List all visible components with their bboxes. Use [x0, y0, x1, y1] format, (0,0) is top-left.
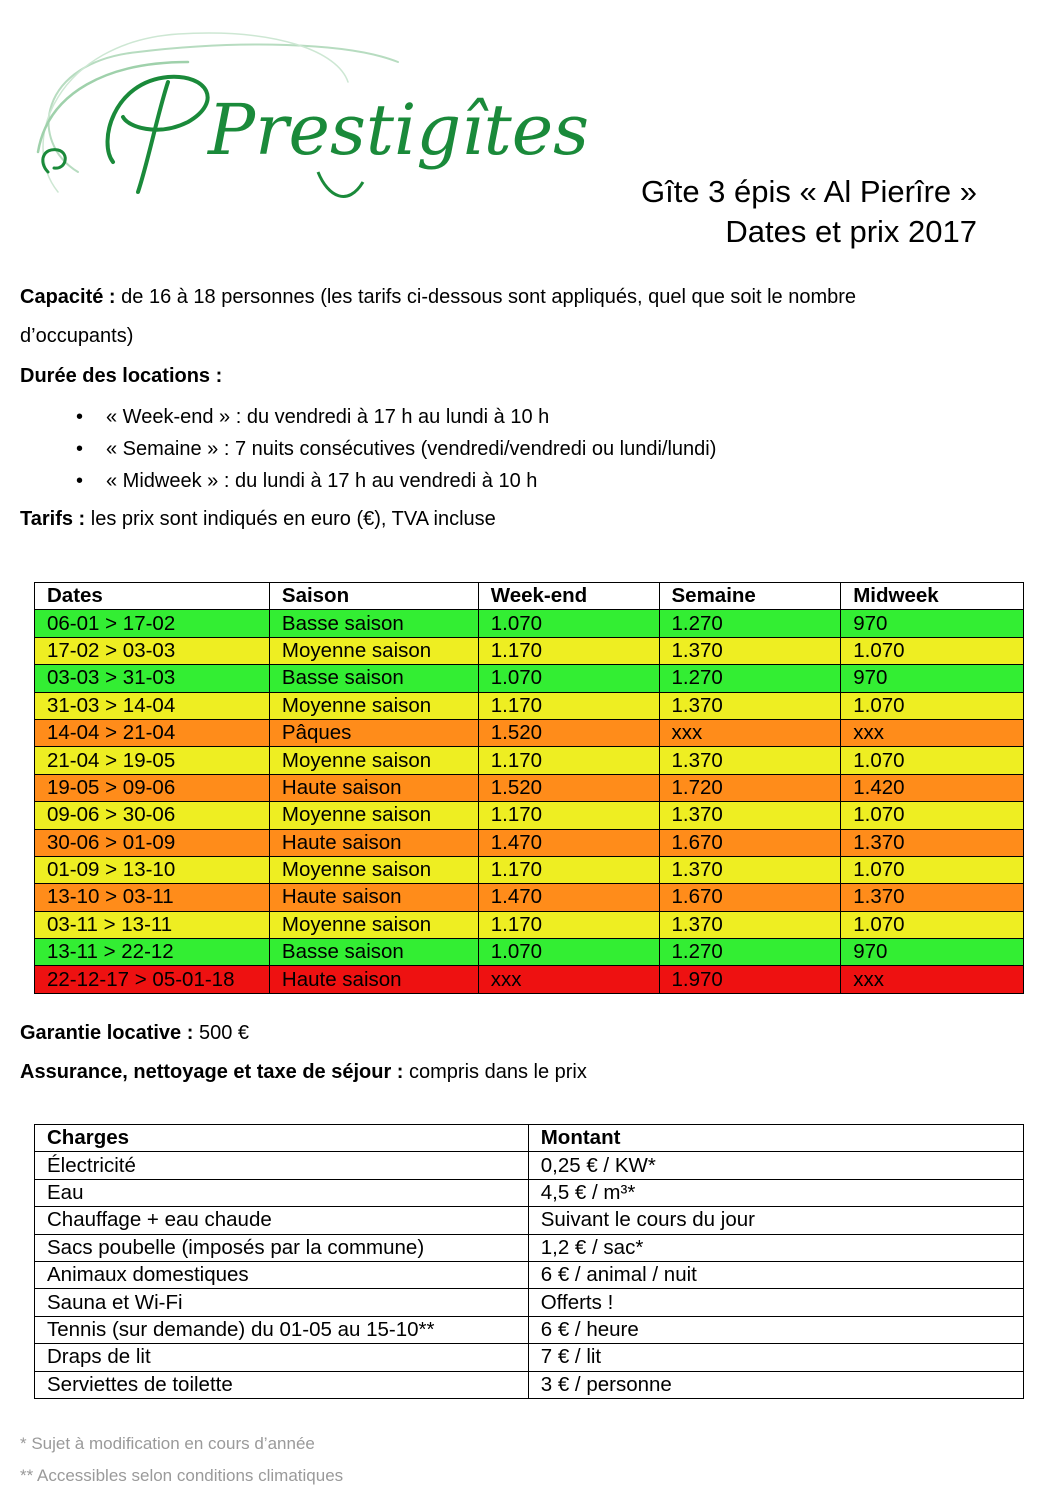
bullet-icon: •: [76, 406, 84, 428]
capacite-label: Capacité :: [20, 286, 116, 308]
saison-cell: Haute saison: [269, 966, 478, 993]
table-row: [35, 665, 1024, 692]
charge-amount-cell: 0,25 € / KW*: [528, 1152, 1023, 1179]
assurance-text: compris dans le prix: [403, 1061, 587, 1083]
weekend-cell: 1.170: [478, 911, 659, 938]
charge-name-cell: Sauna et Wi-Fi: [35, 1289, 529, 1316]
list-item: • « Semaine » : 7 nuits consécutives (vendredi/vendredi ou lundi/lundi): [82, 435, 716, 467]
table-row: [35, 1371, 1024, 1398]
weekend-cell: xxx: [478, 966, 659, 993]
prestigites-logo: [18, 22, 590, 212]
bullet-icon: •: [76, 438, 84, 460]
table-row: [35, 829, 1024, 856]
midweek-cell: xxx: [841, 966, 1024, 993]
semaine-cell: 1.370: [659, 856, 841, 883]
semaine-cell: 1.370: [659, 637, 841, 664]
charge-name-cell: Draps de lit: [35, 1344, 529, 1371]
table-row: [35, 911, 1024, 938]
assurance-paragraph: [20, 1061, 587, 1084]
saison-cell: Moyenne saison: [269, 911, 478, 938]
charge-name-cell: Serviettes de toilette: [35, 1371, 529, 1398]
charge-name-cell: Tennis (sur demande) du 01-05 au 15-10**: [35, 1316, 529, 1343]
saison-cell: Basse saison: [269, 939, 478, 966]
header-saison: Saison: [269, 583, 478, 610]
header-dates: Dates: [35, 583, 270, 610]
duree-label: Durée des locations :: [20, 365, 223, 387]
midweek-cell: 1.370: [841, 829, 1024, 856]
header-charges: Charges: [35, 1125, 529, 1152]
header-weekend: Week-end: [478, 583, 659, 610]
semaine-cell: 1.970: [659, 966, 841, 993]
tarifs-paragraph: [20, 508, 496, 531]
capacite-paragraph: [20, 286, 856, 309]
semaine-cell: 1.370: [659, 692, 841, 719]
table-row: [35, 1261, 1024, 1288]
charge-name-cell: Sacs poubelle (imposés par la commune): [35, 1234, 529, 1261]
header-semaine: Semaine: [659, 583, 841, 610]
table-row: [35, 939, 1024, 966]
table-row: [35, 747, 1024, 774]
tarifs-label: Tarifs :: [20, 508, 86, 530]
duree-list: [76, 403, 717, 499]
semaine-cell: 1.370: [659, 802, 841, 829]
saison-cell: Moyenne saison: [269, 802, 478, 829]
dates-cell: 01-09 > 13-10: [35, 856, 270, 883]
table-row: [35, 802, 1024, 829]
charge-name-cell: Chauffage + eau chaude: [35, 1207, 529, 1234]
dates-cell: 03-03 > 31-03: [35, 665, 270, 692]
charges-table: [34, 1124, 1024, 1399]
midweek-cell: 1.420: [841, 774, 1024, 801]
list-item: • « Midweek » : du lundi à 17 h au vendredi à 10 h: [82, 467, 716, 499]
table-row: [35, 884, 1024, 911]
weekend-cell: 1.170: [478, 802, 659, 829]
charge-amount-cell: 4,5 € / m³*: [528, 1179, 1023, 1206]
table-row: [35, 1234, 1024, 1261]
table-row: [35, 1179, 1024, 1206]
document-title: [641, 172, 977, 252]
midweek-cell: 1.070: [841, 637, 1024, 664]
charge-amount-cell: 6 € / heure: [528, 1316, 1023, 1343]
saison-cell: Moyenne saison: [269, 747, 478, 774]
dates-cell: 21-04 > 19-05: [35, 747, 270, 774]
saison-cell: Moyenne saison: [269, 692, 478, 719]
dates-cell: 30-06 > 01-09: [35, 829, 270, 856]
dates-cell: 09-06 > 30-06: [35, 802, 270, 829]
charge-amount-cell: 1,2 € / sac*: [528, 1234, 1023, 1261]
garantie-label: Garantie locative :: [20, 1022, 194, 1044]
weekend-cell: 1.170: [478, 692, 659, 719]
table-row: [35, 1207, 1024, 1234]
garantie-text: 500 €: [193, 1022, 250, 1044]
tarifs-text: les prix sont indiqués en euro (€), TVA incluse: [85, 508, 496, 530]
charge-amount-cell: 3 € / personne: [528, 1371, 1023, 1398]
table-row: [35, 966, 1024, 993]
saison-cell: Haute saison: [269, 774, 478, 801]
charge-amount-cell: Suivant le cours du jour: [528, 1207, 1023, 1234]
dates-cell: 19-05 > 09-06: [35, 774, 270, 801]
saison-cell: Basse saison: [269, 610, 478, 637]
dates-cell: 03-11 > 13-11: [35, 911, 270, 938]
midweek-cell: 1.070: [841, 802, 1024, 829]
table-row: [35, 774, 1024, 801]
saison-cell: Moyenne saison: [269, 637, 478, 664]
title-line-2: Dates et prix 2017: [725, 214, 977, 249]
charge-name-cell: Animaux domestiques: [35, 1261, 529, 1288]
table-row: [35, 1316, 1024, 1343]
title-line-1: Gîte 3 épis « Al Pierîre »: [640, 174, 977, 209]
semaine-cell: 1.370: [659, 911, 841, 938]
semaine-cell: 1.670: [659, 884, 841, 911]
weekend-cell: 1.470: [478, 829, 659, 856]
list-item: • « Week-end » : du vendredi à 17 h au lundi à 10 h: [82, 403, 716, 435]
bullet-icon: •: [76, 470, 84, 492]
weekend-cell: 1.170: [478, 747, 659, 774]
saison-cell: Haute saison: [269, 829, 478, 856]
midweek-cell: 1.070: [841, 747, 1024, 774]
saison-cell: Moyenne saison: [269, 856, 478, 883]
table-row: [35, 1152, 1024, 1179]
semaine-cell: 1.670: [659, 829, 841, 856]
charge-amount-cell: 7 € / lit: [528, 1344, 1023, 1371]
table-row: [35, 1289, 1024, 1316]
midweek-cell: 1.070: [841, 692, 1024, 719]
weekend-cell: 1.070: [478, 665, 659, 692]
midweek-cell: 1.370: [841, 884, 1024, 911]
dates-cell: 13-10 > 03-11: [35, 884, 270, 911]
midweek-cell: 970: [841, 939, 1024, 966]
table-row: [35, 610, 1024, 637]
semaine-cell: 1.370: [659, 747, 841, 774]
midweek-cell: 1.070: [841, 911, 1024, 938]
weekend-cell: 1.470: [478, 884, 659, 911]
midweek-cell: 970: [841, 610, 1024, 637]
weekend-cell: 1.520: [478, 774, 659, 801]
weekend-cell: 1.170: [478, 856, 659, 883]
footnote-1: * Sujet à modification en cours d’année: [20, 1434, 315, 1453]
saison-cell: Basse saison: [269, 665, 478, 692]
charge-name-cell: Eau: [35, 1179, 529, 1206]
semaine-cell: 1.270: [659, 610, 841, 637]
saison-cell: Pâques: [269, 719, 478, 746]
semaine-cell: 1.270: [659, 665, 841, 692]
charge-name-cell: Électricité: [35, 1152, 529, 1179]
table-row: [35, 719, 1024, 746]
price-table: [34, 582, 1024, 994]
weekend-cell: 1.170: [478, 637, 659, 664]
charge-amount-cell: Offerts !: [528, 1289, 1023, 1316]
dates-cell: 31-03 > 14-04: [35, 692, 270, 719]
weekend-cell: 1.520: [478, 719, 659, 746]
table-header-row: [35, 583, 1024, 610]
dates-cell: 17-02 > 03-03: [35, 637, 270, 664]
table-row: [35, 1344, 1024, 1371]
capacite-text: de 16 à 18 personnes (les tarifs ci-dessous sont appliqués, quel que soit le nombre: [115, 286, 857, 308]
semaine-cell: xxx: [659, 719, 841, 746]
midweek-cell: 1.070: [841, 856, 1024, 883]
logo-text: Prestigîtes: [208, 89, 590, 171]
table-row: [35, 856, 1024, 883]
midweek-cell: xxx: [841, 719, 1024, 746]
weekend-cell: 1.070: [478, 610, 659, 637]
semaine-cell: 1.270: [659, 939, 841, 966]
dates-cell: 06-01 > 17-02: [35, 610, 270, 637]
weekend-cell: 1.070: [478, 939, 659, 966]
header-montant: Montant: [528, 1125, 1023, 1152]
dates-cell: 22-12-17 > 05-01-18: [35, 966, 270, 993]
capacite-paragraph-cont: [20, 325, 133, 348]
table-row: [35, 637, 1024, 664]
assurance-label: Assurance, nettoyage et taxe de séjour :: [20, 1061, 404, 1083]
saison-cell: Haute saison: [269, 884, 478, 911]
dates-cell: 14-04 > 21-04: [35, 719, 270, 746]
capacite-text-2: d’occupants): [20, 325, 134, 347]
semaine-cell: 1.720: [659, 774, 841, 801]
dates-cell: 13-11 > 22-12: [35, 939, 270, 966]
table-row: [35, 692, 1024, 719]
duree-heading: [20, 365, 222, 388]
table-header-row: [35, 1125, 1024, 1152]
midweek-cell: 970: [841, 665, 1024, 692]
garantie-paragraph: [20, 1022, 249, 1045]
footnote-2: ** Accessibles selon conditions climatiques: [20, 1466, 344, 1485]
charge-amount-cell: 6 € / animal / nuit: [528, 1261, 1023, 1288]
header-midweek: Midweek: [841, 583, 1024, 610]
